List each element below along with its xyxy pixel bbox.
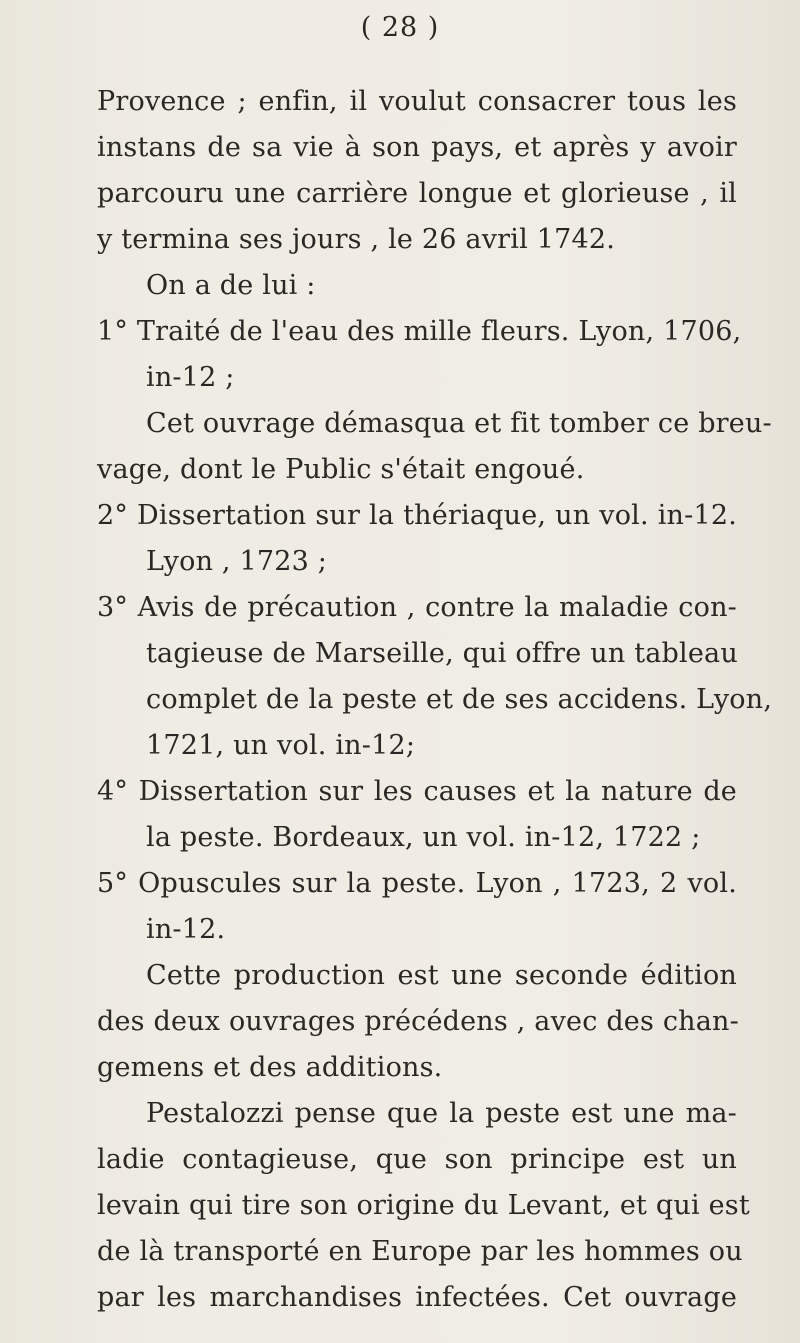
- text-line-1: Provence ; enfin, il voulut consacrer tous les: [97, 86, 737, 117]
- text-line-15: 1721, un vol. in-12;: [146, 730, 416, 761]
- text-line-20: Cette production est une seconde édition: [146, 960, 737, 991]
- text-line-6: 1° Traité de l'eau des mille fleurs. Lyon, 1706,: [97, 316, 742, 347]
- text-line-16: 4° Dissertation sur les causes et la nature de: [97, 776, 737, 807]
- text-line-26: de là transporté en Europe par les hommes ou: [97, 1236, 743, 1267]
- text-line-14: complet de la peste et de ses accidens. Lyon,: [146, 684, 773, 715]
- text-line-23: Pestalozzi pense que la peste est une ma-: [146, 1098, 737, 1129]
- text-line-25: levain qui tire son origine du Levant, et qui est: [97, 1190, 750, 1221]
- text-line-10: 2° Dissertation sur la thériaque, un vol. in-12.: [97, 500, 737, 531]
- text-line-7: in-12 ;: [146, 362, 235, 393]
- text-line-9: vage, dont le Public s'était engoué.: [97, 454, 585, 485]
- text-line-27: par les marchandises infectées. Cet ouvrage: [97, 1282, 737, 1313]
- text-line-17: la peste. Bordeaux, un vol. in-12, 1722 ;: [146, 822, 701, 853]
- text-line-18: 5° Opuscules sur la peste. Lyon , 1723, 2 vol.: [97, 868, 737, 899]
- text-line-8: Cet ouvrage démasqua et fit tomber ce breu-: [146, 408, 772, 439]
- text-line-12: 3° Avis de précaution , contre la maladie con-: [97, 592, 737, 623]
- text-line-19: in-12.: [146, 914, 226, 945]
- text-line-13: tagieuse de Marseille, qui offre un tableau: [146, 638, 738, 669]
- text-line-3: parcouru une carrière longue et glorieuse , il: [97, 178, 737, 209]
- text-line-4: y termina ses jours , le 26 avril 1742.: [97, 224, 616, 255]
- text-line-5: On a de lui :: [146, 270, 316, 301]
- text-line-22: gemens et des additions.: [97, 1052, 443, 1083]
- text-line-11: Lyon , 1723 ;: [146, 546, 328, 577]
- text-line-24: ladie contagieuse, que son principe est un: [97, 1144, 737, 1175]
- text-line-2: instans de sa vie à son pays, et après y avoir: [97, 132, 737, 163]
- text-line-21: des deux ouvrages précédens , avec des chan-: [97, 1006, 739, 1037]
- page-number: ( 28 ): [360, 12, 440, 43]
